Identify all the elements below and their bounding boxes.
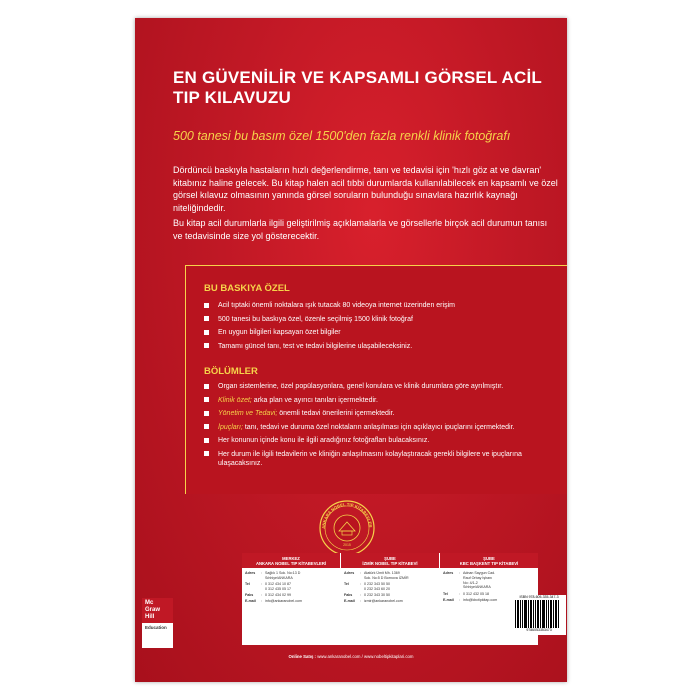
- row-label: Adres: [245, 571, 256, 575]
- row-label: E-mail: [245, 599, 256, 604]
- chapters-list: [204, 382, 544, 473]
- list-item: [204, 409, 544, 419]
- row-label: Tel: [245, 582, 250, 587]
- office-header: [341, 553, 439, 568]
- bullet-square-icon: [204, 343, 209, 348]
- office-row: Faks : 0 232 343 30 50: [344, 593, 390, 598]
- office-row: Tel : 0 232 343 50 50 0 232 343 60 20: [344, 582, 390, 591]
- list-item: [204, 450, 544, 469]
- row-label: Faks: [344, 593, 353, 598]
- office-type: ŞUBE: [483, 556, 495, 561]
- row-label: Adres: [443, 571, 454, 575]
- list-item: [204, 423, 544, 433]
- edition-features-list: [204, 301, 544, 355]
- row-value: Atatürk Ümit Mh. 1369 Sok. No:5 D Bornova İZMİR: [364, 571, 409, 580]
- row-label: Tel: [344, 582, 349, 587]
- office-type: MERKEZ: [282, 556, 300, 561]
- list-item: [204, 382, 544, 392]
- cover-subtitle: 500 tanesi bu basım özel 1500'den fazla renkli klinik fotoğrafı: [173, 129, 511, 143]
- row-value: 0 312 432 05 18: [463, 591, 489, 596]
- office-header: [440, 553, 538, 568]
- list-item-emphasis: Yönetim ve Tedavi;: [218, 410, 278, 417]
- office-row: Adres : Atatürk Ümit Mh. 1369 Sok. No:5 D Bornova İZMİR: [344, 571, 409, 580]
- barcode-bars-icon: [515, 600, 563, 628]
- list-item: [204, 301, 544, 311]
- bullet-square-icon: [204, 438, 209, 443]
- row-value: izmir@ankaranobel.com: [364, 599, 403, 604]
- seal-year: 2015: [343, 543, 351, 547]
- bullet-square-icon: [204, 330, 209, 335]
- publisher-seal-icon: [317, 498, 377, 558]
- list-item-text: Her durum ile ilgili tedavilerin ve kliniğin anlaşılmasını kolaylaştıracak gerekli bilgilere ve ipuçlarına ulaşacaksınız.: [218, 450, 522, 467]
- list-item-text: Tamamı güncel tanı, test ve tedavi bilgilerine ulaşabileceksiniz.: [218, 342, 413, 350]
- office-row: Adres : Sağlık 1 Sok. No:13 D Sıhhiye/ANKARA: [245, 571, 301, 580]
- row-value: Sağlık 1 Sok. No:13 D Sıhhiye/ANKARA: [265, 571, 301, 580]
- logo-line: Hill: [145, 614, 155, 620]
- office-type: ŞUBE: [384, 556, 396, 561]
- bullet-square-icon: [204, 424, 209, 429]
- list-item-emphasis: Klinik özet;: [218, 396, 252, 404]
- office-column-1: [242, 553, 340, 645]
- description-paragraph-1: Dördüncü baskıyla hastaların hızlı değerlendirme, tanı ve tedavisi için 'hızlı göz at ve davran' kitabınız haline gelecek. Bu kitap halen acil tıbbi durumlarda kullanılabilecek en kapsamlı ve özel görsel kılavuz olmasının yanında görsel soruların bulunduğu sınavlara hazırlık kaynağı niteliğindedir.: [173, 165, 558, 213]
- list-item-text: tanı, tedavi ve duruma özel noktaların anlaşılması için açıklayıcı ipuçlarını içermektedir.: [242, 423, 515, 431]
- list-item: [204, 342, 544, 352]
- row-label: E-mail: [443, 597, 454, 602]
- row-label: Faks: [245, 593, 254, 598]
- book-back-cover: [135, 18, 567, 682]
- list-item-text: önemli tedavi önerilerini içermektedir.: [277, 410, 395, 417]
- isbn-text: ISBN 978-605-335-347-3: [519, 595, 559, 599]
- online-sales: [135, 654, 567, 660]
- contact-info-box: [242, 553, 538, 645]
- list-item-emphasis: İpuçları;: [218, 423, 243, 431]
- bullet-square-icon: [204, 384, 209, 389]
- list-item-text: 500 tanesi bu baskıya özel, özenle seçilmiş 1500 klinik fotoğraf: [218, 315, 413, 323]
- list-item-text: arka plan ve ayırıcı tanıları içermektedir.: [251, 396, 378, 404]
- list-item-text: Acil tıptaki önemli noktalara ışık tutacak 80 videoya internet üzerinden erişim: [218, 302, 455, 309]
- barcode: [512, 595, 566, 635]
- logo-subtext: Education: [145, 625, 167, 630]
- row-label: Tel: [443, 591, 448, 596]
- seal-graphic: [317, 498, 377, 558]
- online-label: Online Satış :: [288, 654, 316, 659]
- bullet-square-icon: [204, 397, 209, 402]
- online-urls: www.ankaranobel.com / www.nobeltipkitaplari.com: [317, 654, 414, 659]
- office-row: Tel : 0 312 432 05 18: [443, 591, 489, 596]
- list-item: [204, 328, 544, 338]
- logo-line: Graw: [145, 607, 161, 613]
- bullet-square-icon: [204, 411, 209, 416]
- row-value: 0 232 343 30 50: [364, 593, 390, 598]
- list-item: [204, 396, 544, 406]
- list-item-text: Her konunun içinde konu ile ilgili aradığınız fotoğrafları bulacaksınız.: [218, 437, 430, 444]
- features-panel: [185, 265, 567, 494]
- barcode-number: 9786053353473: [526, 628, 552, 632]
- bullet-square-icon: [204, 303, 209, 308]
- bullet-square-icon: [204, 316, 209, 321]
- list-item-text: Organ sistemlerine, özel popülasyonlara, genel konulara ve klinik durumlara göre ayrılmıştır.: [218, 383, 504, 390]
- office-name: İZMİR NOBEL TIP KİTABEVİ: [362, 561, 418, 566]
- seal-text: ANKARA NOBEL TIP KİTABEVLER: [320, 501, 374, 529]
- description-paragraph-2: Bu kitap acil durumlarla ilgili geliştirilmiş açıklamalarla ve görsellerle birçok acil durumun tanısı ve tedavisinde size yol gösterecektir.: [173, 218, 548, 241]
- row-value: 0 232 343 50 50 0 232 343 60 20: [364, 582, 390, 591]
- office-row: E-mail : info@ankaranobel.com: [245, 599, 303, 604]
- office-name: ANKARA NOBEL TIP KİTABEVLERİ: [255, 561, 327, 566]
- row-value: 0 312 434 02 99: [265, 593, 291, 598]
- logo-line: Mc: [145, 600, 154, 606]
- list-item-text: En uygun bilgileri kapsayan özet bilgiler: [218, 329, 341, 336]
- bullet-square-icon: [204, 451, 209, 456]
- section-heading-edition: BU BASKIYA ÖZEL: [204, 283, 290, 294]
- office-row: E-mail : izmir@ankaranobel.com: [344, 599, 403, 604]
- list-item: [204, 436, 544, 446]
- list-item: [204, 315, 544, 325]
- office-row: Adres : Adnan Saygun Cad. Rauf Orbay İşhanı No: 4/1-2 Sıhhiye/ANKARA: [443, 571, 496, 590]
- row-label: Adres: [344, 571, 355, 575]
- office-row: Faks : 0 312 434 02 99: [245, 593, 291, 598]
- office-header: [242, 553, 340, 568]
- section-heading-chapters: BÖLÜMLER: [204, 366, 258, 377]
- row-value: Adnan Saygun Cad. Rauf Orbay İşhanı No: 4/1-2 Sıhhiye/ANKARA: [463, 571, 496, 590]
- office-row: E-mail : info@kbctipkitap.com: [443, 597, 498, 602]
- office-row: Tel : 0 312 434 10 87 0 312 435 05 17: [245, 582, 291, 591]
- row-label: E-mail: [344, 599, 355, 604]
- office-column-2: [341, 553, 439, 645]
- mcgraw-hill-logo: [142, 598, 173, 648]
- row-value: info@kbctipkitap.com: [463, 597, 498, 602]
- office-name: KBC BAŞKENT TIP KİTABEVİ: [459, 561, 519, 566]
- cover-title: EN GÜVENİLİR VE KAPSAMLI GÖRSEL ACİL TIP KILAVUZU: [173, 68, 542, 107]
- row-value: info@ankaranobel.com: [265, 599, 303, 604]
- row-value: 0 312 434 10 87 0 312 435 05 17: [265, 582, 291, 591]
